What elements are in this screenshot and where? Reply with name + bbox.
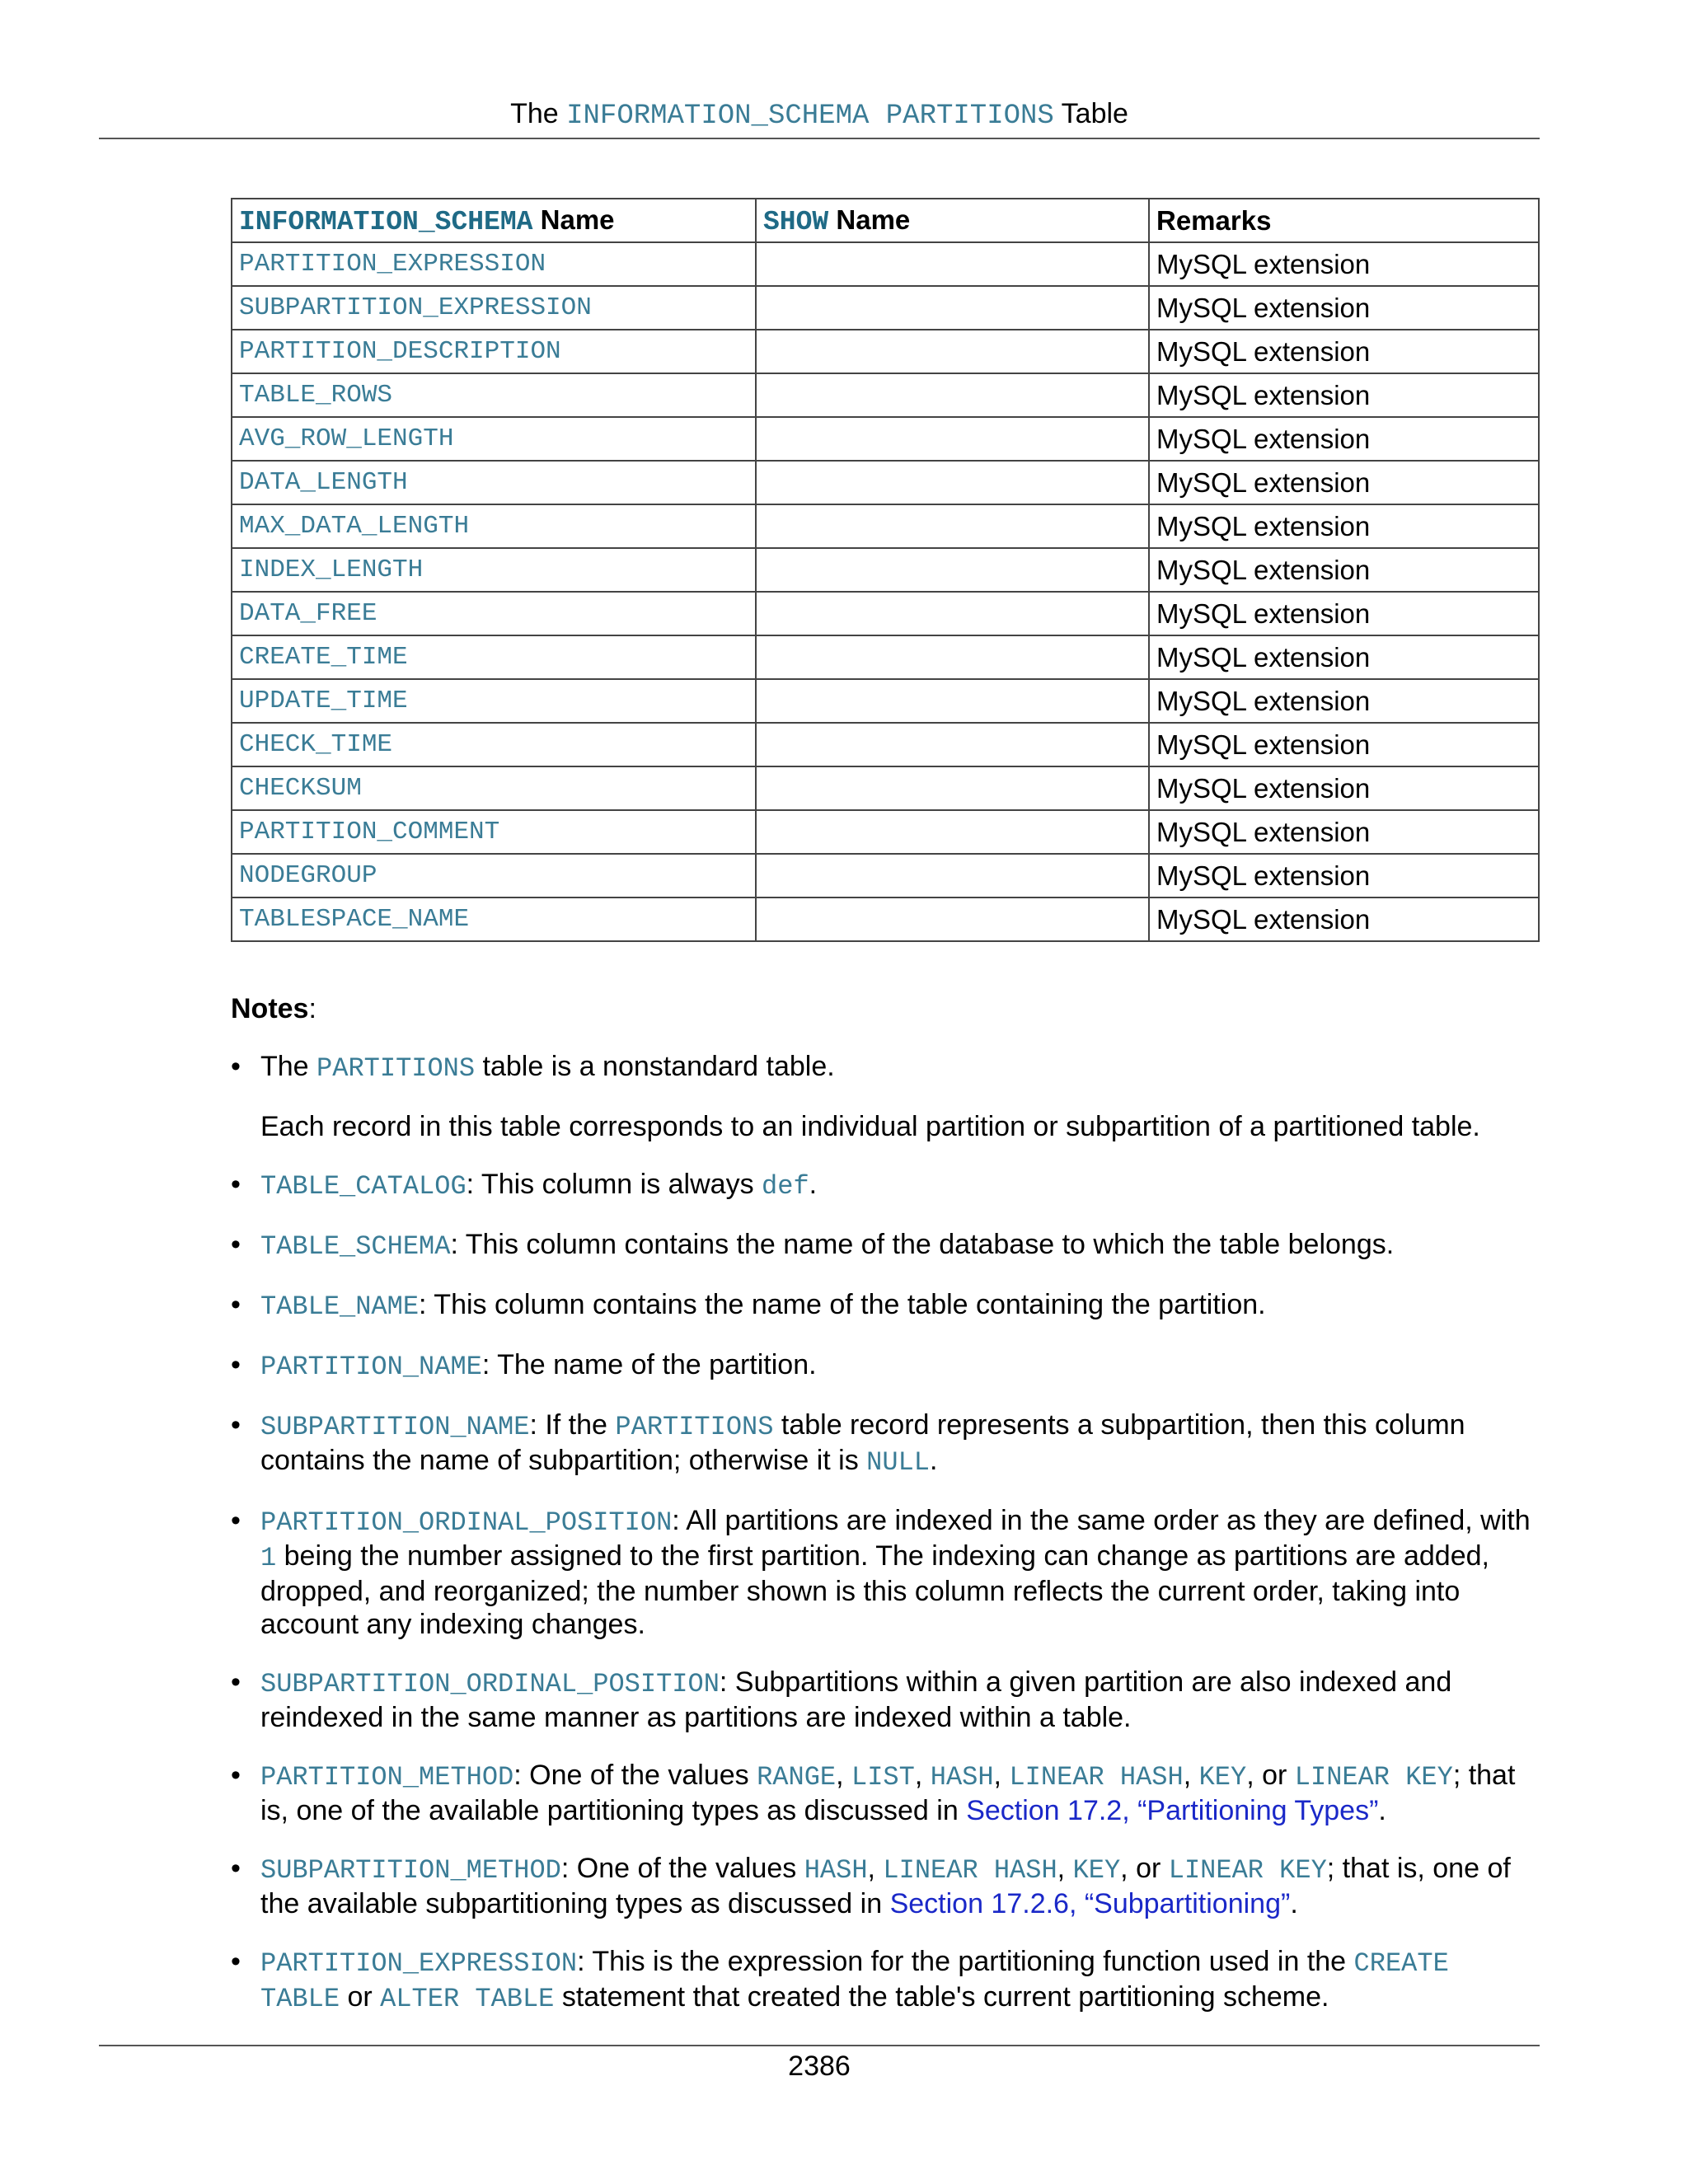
header-divider [99, 138, 1540, 139]
code-term: RANGE [757, 1762, 837, 1793]
table-row [232, 810, 1539, 854]
note-item [231, 1504, 1541, 1641]
cell-info-schema-name: NODEGROUP [232, 854, 756, 898]
note-text: , [914, 1760, 931, 1791]
table-row [232, 723, 1539, 766]
cell-remarks: MySQL extension [1149, 635, 1539, 679]
note-item [231, 1050, 1541, 1143]
code-term: PARTITION_ORDINAL_POSITION [260, 1507, 673, 1538]
cell-remarks: MySQL extension [1149, 330, 1539, 373]
table-row [232, 548, 1539, 592]
header-code: INFORMATION_SCHEMA PARTITIONS [566, 101, 1054, 132]
cell-show-name [756, 679, 1149, 723]
code-term: TABLE_CATALOG [260, 1171, 467, 1202]
cell-info-schema-name: SUBPARTITION_EXPRESSION [232, 286, 756, 330]
cell-info-schema-name: INDEX_LENGTH [232, 548, 756, 592]
note-text: : One of the values [560, 1853, 804, 1884]
note-text: table record represents a subpartition, then this column contains the name of subpartition; otherwise it is [260, 1409, 1465, 1476]
cell-remarks: MySQL extension [1149, 373, 1539, 417]
cell-show-name [756, 242, 1149, 286]
table-row [232, 330, 1539, 373]
code-term: NULL [866, 1447, 930, 1478]
note-text: : If the [529, 1409, 616, 1441]
code-term: def [762, 1171, 809, 1202]
note-text: The [260, 1051, 317, 1082]
table-row [232, 242, 1539, 286]
code-term: PARTITION_METHOD [260, 1762, 514, 1793]
cell-remarks: MySQL extension [1149, 417, 1539, 461]
note-item [231, 1408, 1541, 1479]
code-term: LINEAR KEY [1294, 1762, 1453, 1793]
section-link[interactable]: Section 17.2.6, “Subpartitioning” [889, 1888, 1291, 1919]
code-term: CREATE TABLE [260, 1948, 1449, 2014]
code-term: TABLE_SCHEMA [260, 1231, 451, 1262]
cell-info-schema-name: UPDATE_TIME [232, 679, 756, 723]
cell-remarks: MySQL extension [1149, 679, 1539, 723]
note-text: ; that is, one of the available partitioning types as discussed in [260, 1760, 1516, 1826]
table-row [232, 461, 1539, 504]
column-mapping-table [231, 198, 1540, 942]
code-term: KEY [1198, 1762, 1247, 1793]
cell-show-name [756, 548, 1149, 592]
cell-info-schema-name: PARTITION_DESCRIPTION [232, 330, 756, 373]
header-col-show-name: SHOW Name [756, 199, 1149, 242]
note-text: table is a nonstandard table. [475, 1051, 835, 1082]
cell-info-schema-name: PARTITION_COMMENT [232, 810, 756, 854]
note-text: , or [1246, 1760, 1295, 1791]
code-term: PARTITIONS [316, 1053, 476, 1084]
note-text: : This column is always [466, 1169, 762, 1200]
cell-info-schema-name: CHECK_TIME [232, 723, 756, 766]
note-text: : Subpartitions within a given partition are also indexed and reindexed in the same manner as partitions are indexed within a table. [260, 1666, 1452, 1733]
footer-divider [99, 2045, 1540, 2046]
cell-show-name [756, 635, 1149, 679]
notes-list [231, 1050, 1541, 2016]
table-row [232, 679, 1539, 723]
table-body [232, 242, 1539, 941]
note-text: being the number assigned to the first partition. The indexing can change as partitions are added, dropped, and reorganized; the number shown is this column reflects the current order, taking into account any indexing changes. [260, 1540, 1489, 1640]
note-item [231, 1288, 1541, 1324]
code-term: SUBPARTITION_NAME [260, 1412, 530, 1442]
header-prefix: The [510, 98, 559, 129]
note-text: : This is the expression for the partitioning function used in the [577, 1946, 1354, 1977]
cell-show-name [756, 504, 1149, 548]
cell-show-name [756, 461, 1149, 504]
notes-title: Notes: [231, 993, 316, 1024]
page-number: 2386 [788, 2050, 851, 2082]
cell-info-schema-name: DATA_LENGTH [232, 461, 756, 504]
note-text: or [340, 1981, 381, 2013]
cell-info-schema-name: PARTITION_EXPRESSION [232, 242, 756, 286]
table-row [232, 592, 1539, 635]
cell-show-name [756, 373, 1149, 417]
cell-remarks: MySQL extension [1149, 766, 1539, 810]
table-row [232, 766, 1539, 810]
code-term: 1 [260, 1543, 277, 1573]
code-term: ALTER TABLE [380, 1984, 555, 2014]
note-item [231, 1759, 1541, 1827]
code-term: LINEAR KEY [1168, 1855, 1327, 1886]
cell-info-schema-name: AVG_ROW_LENGTH [232, 417, 756, 461]
note-text: , [1183, 1760, 1199, 1791]
code-term: LIST [851, 1762, 915, 1793]
note-text: : One of the values [513, 1760, 757, 1791]
note-text: : This column contains the name of the table containing the partition. [419, 1289, 1266, 1320]
code-term: TABLE_NAME [260, 1291, 420, 1322]
note-text: : All partitions are indexed in the same order as they are defined, with [672, 1505, 1531, 1536]
note-paragraph: Each record in this table corresponds to an individual partition or subpartition of a partitioned table. [260, 1111, 1480, 1142]
note-item [231, 1666, 1541, 1734]
table-header-row [232, 199, 1539, 242]
table-row [232, 898, 1539, 941]
cell-info-schema-name: MAX_DATA_LENGTH [232, 504, 756, 548]
cell-remarks: MySQL extension [1149, 854, 1539, 898]
cell-info-schema-name: CHECKSUM [232, 766, 756, 810]
table-row [232, 286, 1539, 330]
cell-info-schema-name: TABLE_ROWS [232, 373, 756, 417]
note-text: statement that created the table's current partitioning scheme. [554, 1981, 1329, 2013]
note-item [231, 1168, 1541, 1203]
table-row [232, 373, 1539, 417]
note-text: , or [1120, 1853, 1169, 1884]
code-term: LINEAR HASH [883, 1855, 1057, 1886]
cell-info-schema-name: CREATE_TIME [232, 635, 756, 679]
cell-show-name [756, 417, 1149, 461]
cell-show-name [756, 592, 1149, 635]
cell-remarks: MySQL extension [1149, 286, 1539, 330]
note-text: : This column contains the name of the database to which the table belongs. [450, 1229, 1395, 1260]
code-term: PARTITION_NAME [260, 1352, 482, 1382]
table-row [232, 854, 1539, 898]
cell-remarks: MySQL extension [1149, 898, 1539, 941]
note-text: : The name of the partition. [481, 1349, 817, 1380]
page-header [99, 96, 1540, 134]
note-text: . [809, 1169, 818, 1200]
cell-show-name [756, 854, 1149, 898]
cell-remarks: MySQL extension [1149, 810, 1539, 854]
cell-show-name [756, 723, 1149, 766]
table-row [232, 417, 1539, 461]
cell-show-name [756, 330, 1149, 373]
cell-remarks: MySQL extension [1149, 592, 1539, 635]
code-term: SUBPARTITION_ORDINAL_POSITION [260, 1669, 720, 1699]
cell-show-name [756, 898, 1149, 941]
cell-remarks: MySQL extension [1149, 548, 1539, 592]
cell-info-schema-name: DATA_FREE [232, 592, 756, 635]
note-item [231, 1852, 1541, 1920]
header-suffix: Table [1061, 98, 1128, 129]
code-term: LINEAR HASH [1009, 1762, 1184, 1793]
note-text: . [1378, 1795, 1386, 1826]
table-row [232, 504, 1539, 548]
cell-show-name [756, 766, 1149, 810]
code-term: KEY [1072, 1855, 1121, 1886]
code-term: HASH [930, 1762, 994, 1793]
cell-remarks: MySQL extension [1149, 504, 1539, 548]
code-term: PARTITIONS [615, 1412, 774, 1442]
cell-show-name [756, 810, 1149, 854]
cell-remarks: MySQL extension [1149, 461, 1539, 504]
note-item [231, 1348, 1541, 1384]
note-item [231, 1228, 1541, 1263]
note-text: , [1057, 1853, 1073, 1884]
code-term: PARTITION_EXPRESSION [260, 1948, 578, 1979]
section-link[interactable]: Section 17.2, “Partitioning Types” [966, 1795, 1379, 1826]
code-term: HASH [804, 1855, 868, 1886]
table-row [232, 635, 1539, 679]
cell-show-name [756, 286, 1149, 330]
note-text: , [836, 1760, 852, 1791]
cell-remarks: MySQL extension [1149, 723, 1539, 766]
note-item [231, 1945, 1541, 2016]
note-text: . [1290, 1888, 1298, 1919]
note-text: , [867, 1853, 884, 1884]
header-col-info-schema-name: INFORMATION_SCHEMA Name [232, 199, 756, 242]
note-text: , [993, 1760, 1010, 1791]
note-text: ; that is, one of the available subpartitioning types as discussed in [260, 1853, 1511, 1919]
note-text: . [929, 1445, 938, 1476]
header-col-remarks: Remarks [1149, 199, 1539, 242]
cell-info-schema-name: TABLESPACE_NAME [232, 898, 756, 941]
cell-remarks: MySQL extension [1149, 242, 1539, 286]
notes-section [231, 992, 1541, 2041]
code-term: SUBPARTITION_METHOD [260, 1855, 561, 1886]
